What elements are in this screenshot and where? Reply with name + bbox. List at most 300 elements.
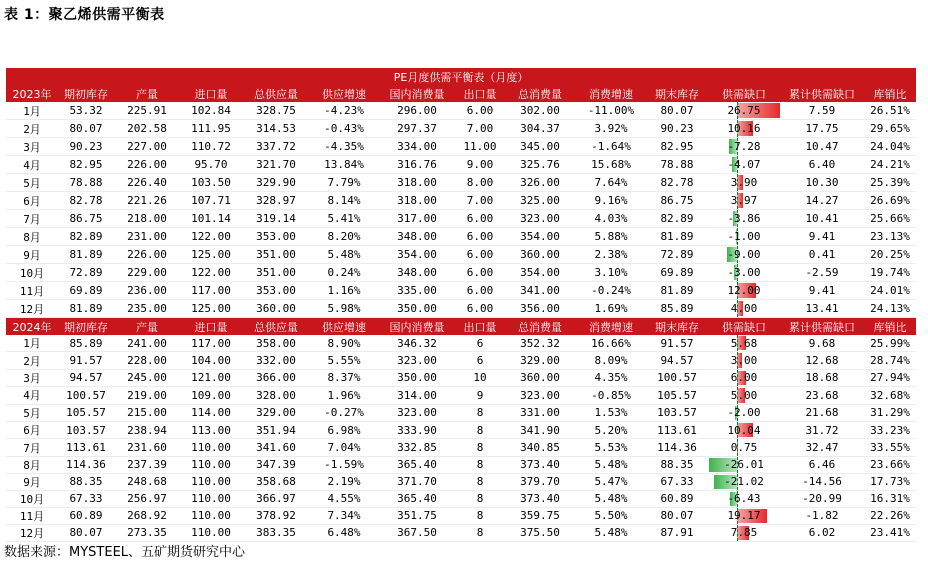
data-cell: 60.89 [646, 490, 708, 507]
month-cell: 4月 [6, 156, 58, 174]
gap-value: 6.00 [730, 371, 758, 385]
table-row [6, 507, 916, 524]
data-cell: 202.58 [114, 120, 180, 138]
data-cell: 81.89 [58, 300, 114, 318]
data-cell: 226.00 [114, 246, 180, 264]
table-row [6, 282, 916, 300]
data-cell: 6.48% [310, 524, 378, 541]
data-cell: 107.71 [180, 192, 242, 210]
data-cell: 80.07 [646, 507, 708, 524]
data-cell: -0.27% [310, 404, 378, 421]
data-cell: 14.27 [780, 192, 864, 210]
data-cell: 4.55% [310, 490, 378, 507]
gap-value: 5.68 [730, 336, 758, 350]
data-cell: 5.47% [576, 473, 646, 490]
data-cell: 0.41 [780, 246, 864, 264]
data-cell: 82.89 [58, 228, 114, 246]
gap-cell [708, 490, 780, 507]
column-header: 出口量 [456, 318, 504, 336]
data-cell: 101.14 [180, 210, 242, 228]
data-cell: 8 [456, 507, 504, 524]
data-cell: 0.24% [310, 264, 378, 282]
data-cell: 122.00 [180, 228, 242, 246]
column-header: 出口量 [456, 85, 504, 102]
data-cell: 6.00 [456, 102, 504, 120]
data-cell: 95.70 [180, 156, 242, 174]
data-cell: 1.96% [310, 387, 378, 404]
month-cell: 2月 [6, 120, 58, 138]
data-cell: 6.00 [456, 300, 504, 318]
table-row [6, 246, 916, 264]
data-cell: 8 [456, 421, 504, 438]
month-cell: 12月 [6, 300, 58, 318]
gap-cell [708, 228, 780, 246]
data-cell: 352.32 [504, 335, 576, 352]
data-cell: 273.35 [114, 524, 180, 541]
data-cell: 7.64% [576, 174, 646, 192]
table-caption: 表 1：聚乙烯供需平衡表 [4, 7, 165, 23]
column-header: 供需缺口 [708, 85, 780, 102]
data-cell: 16.66% [576, 335, 646, 352]
data-cell: 104.00 [180, 352, 242, 369]
data-cell: 6.00 [456, 228, 504, 246]
data-cell: 117.00 [180, 335, 242, 352]
gap-value: -4.07 [727, 158, 761, 171]
data-cell: 7.59 [780, 102, 864, 120]
data-cell: 90.23 [58, 138, 114, 156]
data-cell: 9.16% [576, 192, 646, 210]
data-cell: 323.00 [504, 387, 576, 404]
data-cell: 103.57 [646, 404, 708, 421]
table-row [6, 120, 916, 138]
data-cell: 82.78 [646, 174, 708, 192]
data-cell: 78.88 [646, 156, 708, 174]
data-cell: 7.00 [456, 120, 504, 138]
data-cell: 8 [456, 456, 504, 473]
data-cell: 5.20% [576, 421, 646, 438]
data-cell: 318.00 [378, 192, 456, 210]
month-cell: 11月 [6, 507, 58, 524]
gap-cell [708, 352, 780, 369]
table-row [6, 490, 916, 507]
data-cell: 105.57 [646, 387, 708, 404]
data-cell: 314.53 [242, 120, 310, 138]
data-cell: 100.57 [58, 387, 114, 404]
month-cell: 8月 [6, 456, 58, 473]
gap-cell [708, 439, 780, 456]
data-cell: 23.41% [864, 524, 916, 541]
data-cell: 23.68 [780, 387, 864, 404]
data-cell: 358.68 [242, 473, 310, 490]
data-cell: 18.68 [780, 369, 864, 386]
column-header: 供需缺口 [708, 318, 780, 336]
data-cell: 69.89 [58, 282, 114, 300]
data-cell: 32.68% [864, 387, 916, 404]
data-cell: 122.00 [180, 264, 242, 282]
data-cell: 6.00 [456, 246, 504, 264]
column-header: 进口量 [180, 318, 242, 336]
data-cell: 72.89 [646, 246, 708, 264]
data-cell: 111.95 [180, 120, 242, 138]
data-cell: 365.40 [378, 490, 456, 507]
year-label: 2024年 [6, 318, 58, 336]
data-cell: -0.43% [310, 120, 378, 138]
data-cell: 237.39 [114, 456, 180, 473]
table-row [6, 404, 916, 421]
data-cell: 114.36 [58, 456, 114, 473]
data-cell: 5.48% [576, 490, 646, 507]
month-cell: 1月 [6, 102, 58, 120]
column-header: 供应增速 [310, 85, 378, 102]
gap-cell [708, 404, 780, 421]
data-cell: 314.00 [378, 387, 456, 404]
column-header: 国内消费量 [378, 318, 456, 336]
table-row [6, 300, 916, 318]
data-cell: 19.74% [864, 264, 916, 282]
data-cell: 13.41 [780, 300, 864, 318]
data-cell: 6.02 [780, 524, 864, 541]
data-cell: 60.89 [58, 507, 114, 524]
data-cell: 297.37 [378, 120, 456, 138]
data-cell: 102.84 [180, 102, 242, 120]
data-cell: -0.85% [576, 387, 646, 404]
gap-value: 26.75 [727, 104, 761, 117]
data-cell: 341.00 [504, 282, 576, 300]
gap-value: 3.97 [730, 194, 758, 207]
data-cell: 379.70 [504, 473, 576, 490]
data-cell: 304.37 [504, 120, 576, 138]
data-cell: 337.72 [242, 138, 310, 156]
data-cell: 331.00 [504, 404, 576, 421]
data-cell: 24.01% [864, 282, 916, 300]
gap-cell [708, 369, 780, 386]
data-cell: 373.40 [504, 456, 576, 473]
gap-cell [708, 120, 780, 138]
data-cell: 360.00 [504, 246, 576, 264]
table-row [6, 192, 916, 210]
data-cell: 25.66% [864, 210, 916, 228]
data-cell: 354.00 [504, 264, 576, 282]
data-cell: 302.00 [504, 102, 576, 120]
column-header: 总消费量 [504, 318, 576, 336]
data-cell: 27.94% [864, 369, 916, 386]
data-cell: 245.00 [114, 369, 180, 386]
column-header: 总消费量 [504, 85, 576, 102]
month-cell: 12月 [6, 524, 58, 541]
data-cell: 31.29% [864, 404, 916, 421]
data-cell: 81.89 [58, 246, 114, 264]
data-cell: 12.68 [780, 352, 864, 369]
data-cell: 351.00 [242, 246, 310, 264]
data-cell: -4.23% [310, 102, 378, 120]
data-cell: 125.00 [180, 300, 242, 318]
year-label: 2023年 [6, 85, 58, 102]
data-cell: 110.72 [180, 138, 242, 156]
data-cell: 82.89 [646, 210, 708, 228]
gap-value: -3.86 [727, 212, 761, 225]
data-cell: 351.94 [242, 421, 310, 438]
data-cell: 125.00 [180, 246, 242, 264]
data-cell: 328.75 [242, 102, 310, 120]
data-cell: 329.00 [504, 352, 576, 369]
data-cell: 328.97 [242, 192, 310, 210]
data-cell: 5.55% [310, 352, 378, 369]
data-cell: 81.89 [646, 282, 708, 300]
month-cell: 5月 [6, 404, 58, 421]
data-cell: 256.97 [114, 490, 180, 507]
data-cell: 22.26% [864, 507, 916, 524]
table-body [6, 85, 916, 541]
data-cell: 248.68 [114, 473, 180, 490]
gap-cell [708, 282, 780, 300]
data-cell: 11.00 [456, 138, 504, 156]
month-cell: 9月 [6, 246, 58, 264]
data-cell: 378.92 [242, 507, 310, 524]
data-cell: 16.31% [864, 490, 916, 507]
data-cell: 82.95 [646, 138, 708, 156]
data-cell: 6 [456, 335, 504, 352]
data-cell: 4.03% [576, 210, 646, 228]
data-cell: 109.00 [180, 387, 242, 404]
data-cell: 9.00 [456, 156, 504, 174]
data-cell: 6.98% [310, 421, 378, 438]
column-header: 总供应量 [242, 85, 310, 102]
month-cell: 7月 [6, 210, 58, 228]
data-cell: 268.92 [114, 507, 180, 524]
column-header: 产量 [114, 318, 180, 336]
data-cell: 323.00 [504, 210, 576, 228]
month-cell: 9月 [6, 473, 58, 490]
data-cell: 329.90 [242, 174, 310, 192]
table-row [6, 102, 916, 120]
table-row [6, 174, 916, 192]
data-cell: 15.68% [576, 156, 646, 174]
data-cell: 373.40 [504, 490, 576, 507]
gap-value: 5.00 [730, 388, 758, 402]
data-cell: 231.60 [114, 439, 180, 456]
data-cell: -4.35% [310, 138, 378, 156]
column-header: 累计供需缺口 [780, 318, 864, 336]
data-cell: 88.35 [58, 473, 114, 490]
gap-value: -6.43 [727, 492, 761, 506]
data-cell: 91.57 [58, 352, 114, 369]
data-cell: 5.53% [576, 439, 646, 456]
table-row [6, 473, 916, 490]
data-cell: 10.41 [780, 210, 864, 228]
data-cell: 1.69% [576, 300, 646, 318]
data-cell: 114.36 [646, 439, 708, 456]
data-cell: 10.47 [780, 138, 864, 156]
data-cell: 20.25% [864, 246, 916, 264]
data-cell: 94.57 [646, 352, 708, 369]
data-cell: 227.00 [114, 138, 180, 156]
data-cell: 33.23% [864, 421, 916, 438]
data-cell: 80.07 [58, 120, 114, 138]
data-cell: -1.64% [576, 138, 646, 156]
column-header: 期初库存 [58, 85, 114, 102]
data-cell: 53.32 [58, 102, 114, 120]
data-cell: 346.32 [378, 335, 456, 352]
data-cell: 3.92% [576, 120, 646, 138]
data-cell: -11.00% [576, 102, 646, 120]
data-cell: 4.35% [576, 369, 646, 386]
gap-cell [708, 264, 780, 282]
data-cell: 238.94 [114, 421, 180, 438]
gap-value: 10.16 [727, 122, 761, 135]
data-cell: 334.00 [378, 138, 456, 156]
data-cell: 117.00 [180, 282, 242, 300]
data-cell: 7.04% [310, 439, 378, 456]
data-cell: 1.53% [576, 404, 646, 421]
table-row [6, 335, 916, 352]
month-cell: 11月 [6, 282, 58, 300]
data-cell: 23.13% [864, 228, 916, 246]
data-cell: 7.79% [310, 174, 378, 192]
column-header: 累计供需缺口 [780, 85, 864, 102]
column-header: 进口量 [180, 85, 242, 102]
column-header: 供应增速 [310, 318, 378, 336]
data-cell: 110.00 [180, 507, 242, 524]
table-row [6, 369, 916, 386]
month-cell: 10月 [6, 264, 58, 282]
data-cell: 110.00 [180, 524, 242, 541]
data-cell: 356.00 [504, 300, 576, 318]
data-cell: 90.23 [646, 120, 708, 138]
data-cell: 26.51% [864, 102, 916, 120]
data-cell: 365.40 [378, 456, 456, 473]
gap-value: 10.04 [727, 423, 761, 437]
data-cell: 371.70 [378, 473, 456, 490]
data-cell: 329.00 [242, 404, 310, 421]
data-cell: 332.00 [242, 352, 310, 369]
data-cell: 323.00 [378, 352, 456, 369]
data-cell: 319.14 [242, 210, 310, 228]
data-cell: 360.00 [242, 300, 310, 318]
data-cell: 359.75 [504, 507, 576, 524]
data-cell: 23.66% [864, 456, 916, 473]
table-title: PE月度供需平衡表（月度） [6, 68, 916, 85]
data-cell: 9.41 [780, 282, 864, 300]
data-cell: 353.00 [242, 282, 310, 300]
data-cell: 9 [456, 387, 504, 404]
data-cell: 100.57 [646, 369, 708, 386]
data-cell: 5.88% [576, 228, 646, 246]
data-cell: 31.72 [780, 421, 864, 438]
data-cell: 353.00 [242, 228, 310, 246]
data-cell: 80.07 [646, 102, 708, 120]
month-cell: 1月 [6, 335, 58, 352]
data-cell: 328.00 [242, 387, 310, 404]
data-cell: 8.14% [310, 192, 378, 210]
data-cell: 78.88 [58, 174, 114, 192]
data-cell: 103.50 [180, 174, 242, 192]
data-cell: 88.35 [646, 456, 708, 473]
data-cell: 215.00 [114, 404, 180, 421]
data-cell: 121.00 [180, 369, 242, 386]
column-header: 期初库存 [58, 318, 114, 336]
month-cell: 8月 [6, 228, 58, 246]
data-cell: 67.33 [646, 473, 708, 490]
data-cell: 113.61 [646, 421, 708, 438]
data-cell: 10 [456, 369, 504, 386]
data-cell: 17.73% [864, 473, 916, 490]
data-cell: 7.34% [310, 507, 378, 524]
month-cell: 3月 [6, 138, 58, 156]
table-row [6, 387, 916, 404]
data-cell: 8 [456, 524, 504, 541]
data-cell: 21.68 [780, 404, 864, 421]
data-cell: 25.99% [864, 335, 916, 352]
data-cell: 8.00 [456, 174, 504, 192]
data-cell: 6.40 [780, 156, 864, 174]
data-cell: 316.76 [378, 156, 456, 174]
table-row [6, 264, 916, 282]
data-cell: 358.00 [242, 335, 310, 352]
data-cell: 8.20% [310, 228, 378, 246]
data-cell: 348.00 [378, 264, 456, 282]
data-cell: 10.30 [780, 174, 864, 192]
month-cell: 6月 [6, 192, 58, 210]
column-header: 期末库存 [646, 318, 708, 336]
data-cell: 345.00 [504, 138, 576, 156]
data-cell: 317.00 [378, 210, 456, 228]
source-note: 数据来源：MYSTEEL、五矿期货研究中心 [4, 545, 246, 560]
column-header: 库销比 [864, 85, 916, 102]
month-cell: 2月 [6, 352, 58, 369]
gap-value: 7.85 [730, 526, 758, 540]
data-cell: 9.41 [780, 228, 864, 246]
data-cell: 326.00 [504, 174, 576, 192]
header-row [6, 85, 916, 102]
data-cell: 105.57 [58, 404, 114, 421]
gap-cell [708, 174, 780, 192]
data-cell: 114.00 [180, 404, 242, 421]
data-cell: 5.48% [576, 456, 646, 473]
data-cell: -0.24% [576, 282, 646, 300]
table-row [6, 352, 916, 369]
gap-cell [708, 102, 780, 120]
table-row [6, 228, 916, 246]
gap-cell [708, 156, 780, 174]
data-cell: 236.00 [114, 282, 180, 300]
data-cell: 5.98% [310, 300, 378, 318]
column-header: 库销比 [864, 318, 916, 336]
gap-cell [708, 456, 780, 473]
data-cell: 8 [456, 439, 504, 456]
data-cell: 9.68 [780, 335, 864, 352]
data-cell: 8.37% [310, 369, 378, 386]
data-cell: 350.00 [378, 300, 456, 318]
data-cell: 241.00 [114, 335, 180, 352]
data-cell: 366.00 [242, 369, 310, 386]
data-cell: 86.75 [646, 192, 708, 210]
gap-value: -9.00 [727, 248, 761, 261]
data-cell: 24.04% [864, 138, 916, 156]
gap-cell [708, 246, 780, 264]
data-cell: 318.00 [378, 174, 456, 192]
data-cell: 360.00 [504, 369, 576, 386]
data-cell: 8 [456, 473, 504, 490]
data-cell: 366.97 [242, 490, 310, 507]
gap-cell [708, 300, 780, 318]
data-cell: 69.89 [646, 264, 708, 282]
data-cell: 91.57 [646, 335, 708, 352]
data-cell: 226.40 [114, 174, 180, 192]
gap-cell [708, 138, 780, 156]
table-row [6, 456, 916, 473]
gap-value: 4.00 [730, 302, 758, 315]
header-row [6, 318, 916, 336]
